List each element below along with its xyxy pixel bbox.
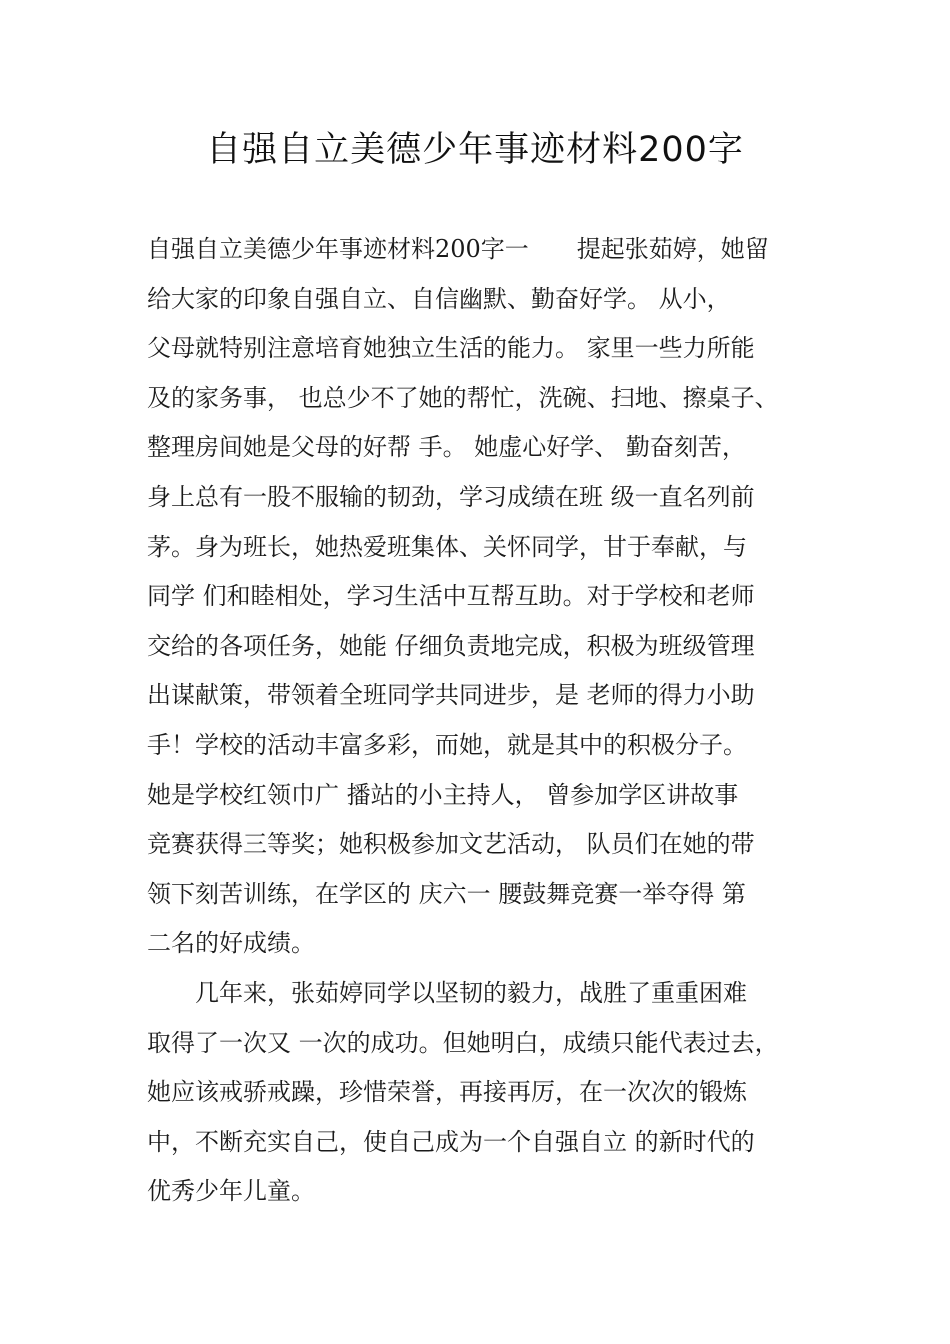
document-body	[147, 225, 837, 1217]
body-line: 手！学校的活动丰富多彩，而她，就是其中的积极分子。	[147, 730, 747, 759]
body-line: 她是学校红领巾广 播站的小主持人， 曾参加学区讲故事	[147, 780, 739, 809]
body-line: 身上总有一股不服输的韧劲，学习成绩在班 级一直名列前	[147, 482, 755, 511]
body-line: 同学 们和睦相处，学习生活中互帮互助。对于学校和老师	[147, 582, 755, 611]
body-line: 她应该戒骄戒躁，珍惜荣誉，再接再厉，在一次次的锻炼	[147, 1078, 747, 1107]
body-line: 中，不断充实自己，使自己成为一个自强自立 的新时代的	[147, 1127, 755, 1156]
body-line: 优秀少年儿童。	[147, 1177, 315, 1206]
body-line: 及的家务事， 也总少不了她的帮忙，洗碗、扫地、擦桌子、	[147, 383, 779, 412]
body-line: 茅。身为班长，她热爱班集体、关怀同学，甘于奉献，与	[147, 532, 747, 561]
body-line: 取得了一次又 一次的成功。但她明白，成绩只能代表过去，	[147, 1028, 779, 1057]
body-line: 给大家的印象自强自立、自信幽默、勤奋好学。 从小，	[147, 284, 731, 313]
document-title: 自强自立美德少年事迹材料200字	[206, 130, 744, 170]
body-line: 几年来，张茹婷同学以坚韧的毅力，战胜了重重困难	[147, 978, 747, 1007]
body-line: 整理房间她是父母的好帮 手。 她虚心好学、 勤奋刻苦，	[147, 433, 746, 462]
body-line: 出谋献策，带领着全班同学共同进步，是 老师的得力小助	[147, 681, 755, 710]
body-line: 交给的各项任务，她能 仔细负责地完成，积极为班级管理	[147, 631, 755, 660]
body-line: 二名的好成绩。	[147, 929, 315, 958]
body-line: 父母就特别注意培育她独立生活的能力。 家里一些力所能	[147, 334, 755, 363]
body-line: 竞赛获得三等奖；她积极参加文艺活动， 队员们在她的带	[147, 830, 755, 859]
body-line: 领下刻苦训练，在学区的 庆六一 腰鼓舞竞赛一举夺得 第	[147, 879, 746, 908]
body-line: 自强自立美德少年事迹材料200字一 提起张茹婷，她留	[147, 235, 769, 263]
